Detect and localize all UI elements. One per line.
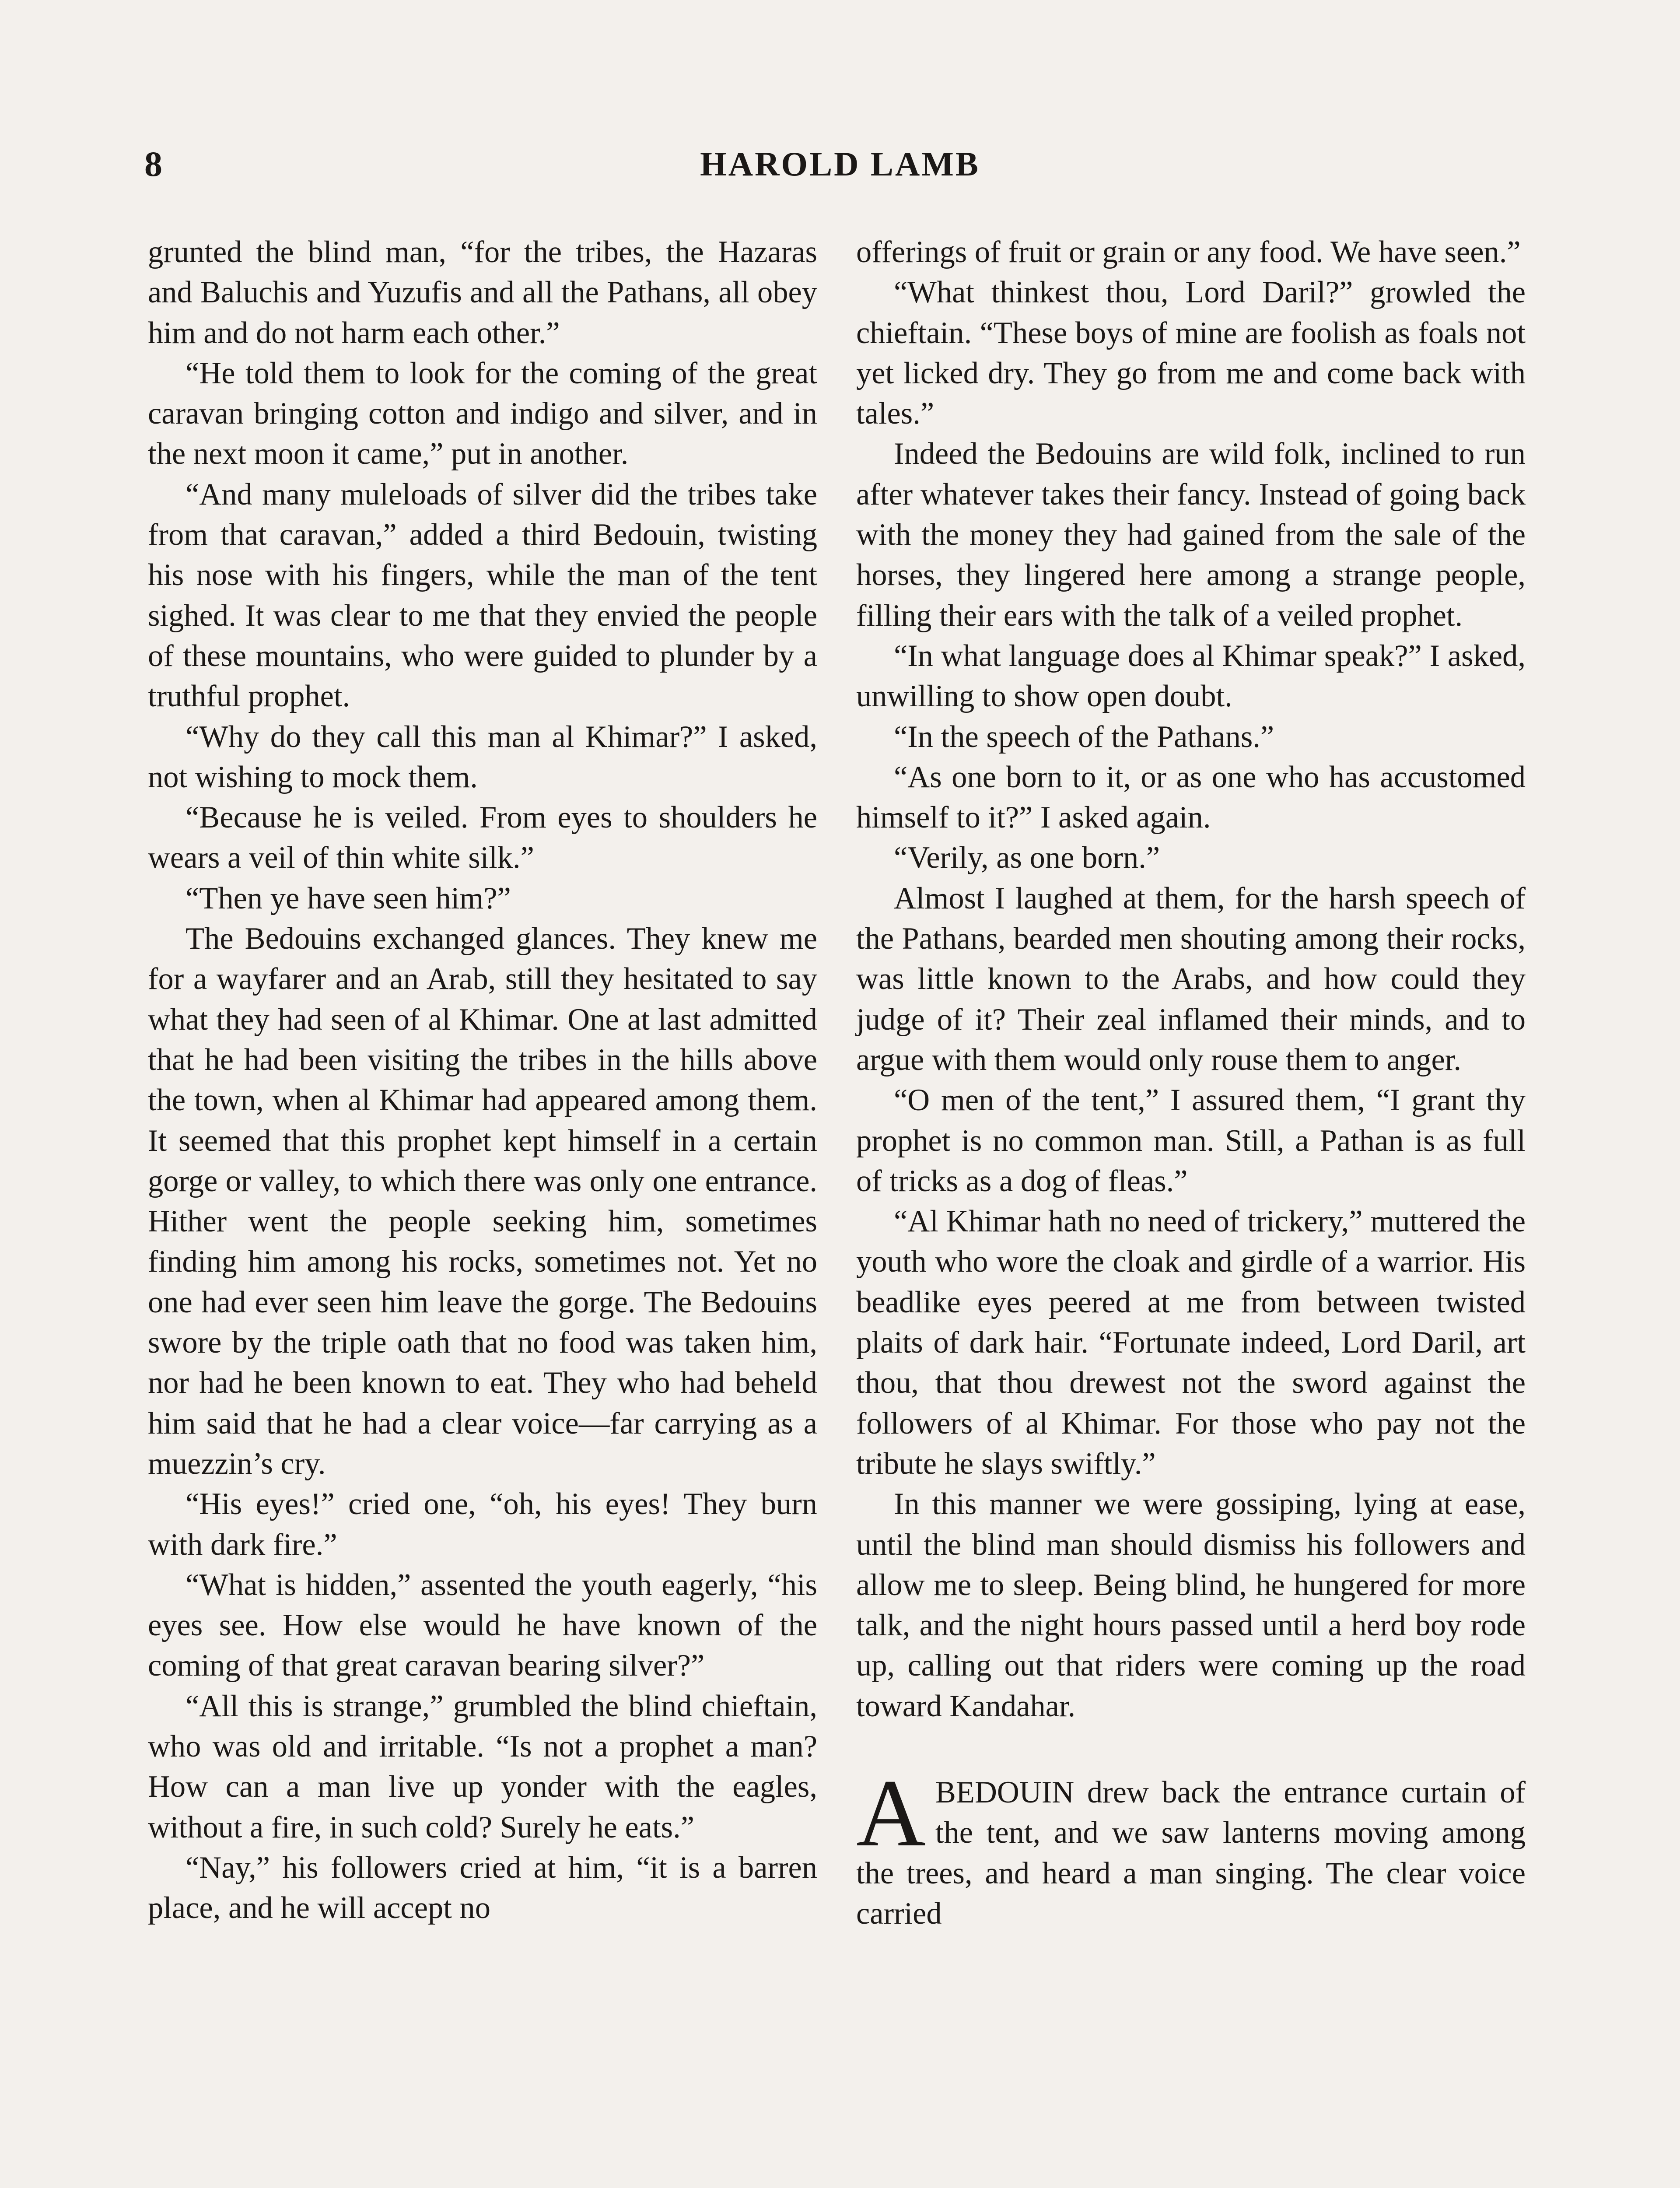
left-column bbox=[148, 232, 817, 1928]
drop-cap-paragraph-text: BEDOUIN drew back the entrance curtain of the tent, and we saw lanterns moving among the trees, and heard a man singing. The clear voice carried bbox=[856, 1775, 1526, 1931]
paragraph: “In what language does al Khimar speak?” I asked, unwilling to show open doubt. bbox=[856, 638, 1526, 714]
paragraph: “Why do they call this man al Khimar?” I asked, not wishing to mock them. bbox=[148, 719, 817, 794]
paragraph: The Bedouins exchanged glances. They knew me for a wayfarer and an Arab, still they hesitated to say what they had seen of al Khimar. One at last admitted that he had been visiting the tribes in the hills above the town, when al Khimar had appeared among them. It seemed that this prophet kept himself in a certain gorge or valley, to which there was only one entrance. Hither went the people seeking him, sometimes finding him among his rocks, sometimes not. Yet no one had ever seen him leave the gorge. The Bedouins swore by the triple oath that no food was taken him, nor had he been known to eat. They who had beheld him said that he had a clear voice—far carrying as a muezzin’s cry. bbox=[148, 922, 817, 1481]
paragraph: “What is hidden,” assented the youth eagerly, “his eyes see. How else would he have known of the coming of that great caravan bearing silver?” bbox=[148, 1567, 817, 1683]
paragraph: “Nay,” his followers cried at him, “it is a barren place, and he will accept no bbox=[148, 1850, 817, 1925]
paragraph: “What thinkest thou, Lord Daril?” growled the chieftain. “These boys of mine are foolish as foals not yet licked dry. They go from me and come back with tales.” bbox=[856, 275, 1526, 431]
paragraph: “O men of the tent,” I assured them, “I grant thy prophet is no common man. Still, a Pathan is as full of tricks as a dog of fleas.” bbox=[856, 1083, 1526, 1198]
paragraph: Almost I laughed at them, for the harsh speech of the Pathans, bearded men shouting among their rocks, was little known to the Arabs, and how could they judge of it? Their zeal inflamed their minds, and to argue with them would only rouse them to anger. bbox=[856, 881, 1526, 1077]
paragraph: “And many muleloads of silver did the tribes take from that caravan,” added a third Bedouin, twisting his nose with his fingers, while the man of the tent sighed. It was clear to me that they envied the people of these mountains, who were guided to plunder by a truthful prophet. bbox=[148, 477, 817, 714]
paragraph: “All this is strange,” grumbled the blind chieftain, who was old and irritable. “Is not a prophet a man? How can a man live up yonder with the eagles, without a fire, in such cold? Surely he eats.” bbox=[148, 1689, 817, 1844]
paragraph: “His eyes!” cried one, “oh, his eyes! They burn with dark fire.” bbox=[148, 1487, 817, 1562]
page-header bbox=[0, 140, 1680, 188]
running-head: HAROLD LAMB bbox=[700, 145, 980, 183]
paragraph: “Then ye have seen him?” bbox=[186, 881, 511, 915]
paragraph: grunted the blind man, “for the tribes, the Hazaras and Baluchis and Yuzufis and all the Pathans, all obey him and do not harm each other.” bbox=[148, 235, 817, 350]
paragraph: “Because he is veiled. From eyes to shoulders he wears a veil of thin white silk.” bbox=[148, 800, 817, 875]
paragraph: “Verily, as one born.” bbox=[894, 841, 1160, 875]
page-number: 8 bbox=[144, 144, 162, 184]
paragraph: “In the speech of the Pathans.” bbox=[894, 719, 1274, 754]
paragraph: offerings of fruit or grain or any food. We have seen.” bbox=[856, 235, 1521, 269]
paragraph: “Al Khimar hath no need of trickery,” muttered the youth who wore the cloak and girdle of a warrior. His beadlike eyes peered at me from between twisted plaits of dark hair. “Fortunate indeed, Lord Daril, art thou, that thou drewest not the sword against the followers of al Khimar. For those who pay not the tribute he slays swiftly.” bbox=[856, 1204, 1526, 1481]
right-column bbox=[856, 232, 1526, 1934]
drop-cap: A bbox=[856, 1759, 926, 1866]
paragraph: “As one born to it, or as one who has accustomed himself to it?” I asked again. bbox=[856, 760, 1526, 835]
paragraph: Indeed the Bedouins are wild folk, inclined to run after whatever takes their fancy. Instead of going back with the money they had gained from the sale of the horses, they lingered here among a strange people, filling their ears with the talk of a veiled prophet. bbox=[856, 437, 1526, 633]
paragraph: “He told them to look for the coming of the great caravan bringing cotton and indigo and silver, and in the next moon it came,” put in another. bbox=[148, 356, 817, 471]
drop-cap-paragraph bbox=[856, 1759, 1526, 1934]
paragraph: In this manner we were gossiping, lying at ease, until the blind man should dismiss his followers and allow me to sleep. Being blind, he hungered for more talk, and the night hours passed until a herd boy rode up, calling out that riders were coming up the road toward Kandahar. bbox=[856, 1487, 1526, 1723]
